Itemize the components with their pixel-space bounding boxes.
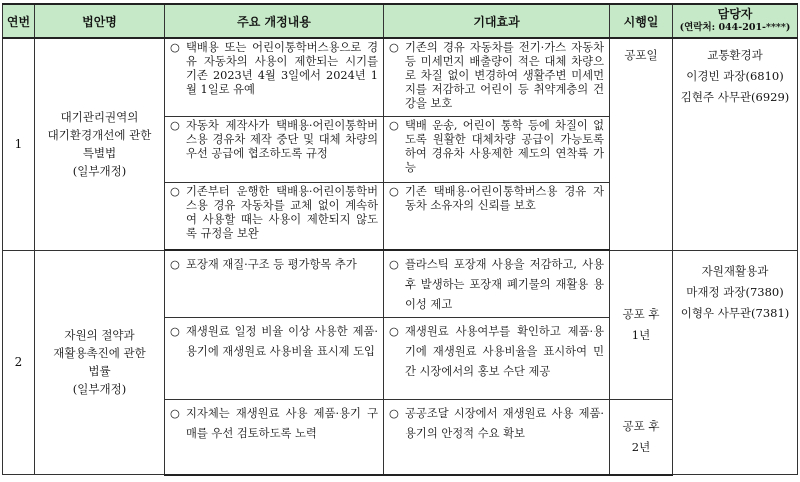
effect-text: 플라스틱 포장재 사용을 저감하고, 사용 후 발생하는 포장재 폐기물의 재활용 용이성 제고: [405, 258, 604, 311]
amendment-text: 지자체는 재생원료 사용 제품·용기 구매를 우선 검토하도록 노력: [186, 407, 378, 440]
contact-department: 자원재활용과: [701, 263, 769, 278]
contact-person: 김현주 사무관(6929): [680, 90, 790, 104]
effect-cell: [384, 182, 610, 250]
effect-cell: [384, 38, 610, 116]
header-row: [3, 4, 798, 38]
law-name-line: 대기관리권역의: [60, 110, 139, 125]
bullet-mark: ○: [389, 407, 399, 420]
amendment-table: [2, 3, 798, 476]
amendment-cell: [165, 38, 384, 116]
bullet-mark: ○: [170, 258, 180, 271]
header-contact-sub: (연락처: 044-201-****): [679, 22, 791, 33]
amendment-cell: [165, 318, 384, 400]
header-effect: 기대효과: [384, 4, 610, 38]
amendment-text: 자동차 제작사가 택배용·어린이통학버스용 경유차 제작 중단 및 대체 차량의 우선 공급에 협조하도록 규정: [186, 118, 378, 160]
header-contact: [673, 4, 798, 38]
amendment-text: 포장재 재질·구조 등 평가항목 추가: [186, 258, 357, 271]
amendment-cell: [165, 182, 384, 250]
law-name-line: 법률: [88, 364, 111, 379]
effective-date: [610, 400, 673, 475]
amendment-text: 택배용 또는 어린이통학버스용으로 경유 자동차의 사용이 제한되는 시기를 기존 2023년 4월 3일에서 2024년 1월 1일로 유예: [186, 41, 378, 96]
effect-text: 기존의 경유 자동차를 전기·가스 자동차 등 미세먼지 배출량이 적은 대체 차량으로 차질 없이 변경하여 생활주변 미세먼지를 저감하고 어린이 등 취약계층의 건강을 보호: [405, 41, 604, 110]
effect-cell: [384, 318, 610, 400]
effect-cell: [384, 116, 610, 182]
header-date: 시행일: [610, 4, 673, 38]
bullet-mark: ○: [170, 325, 180, 338]
header-contact-title: 담당자: [717, 7, 753, 21]
contact-cell: [673, 250, 798, 475]
amendment-text: 기존부터 운행한 택배용·어린이통학버스용 경유 자동차를 교체 없이 계속하여 사용할 때는 사용이 제한되지 않도록 규정을 보완: [186, 184, 378, 240]
effect-cell: [384, 400, 610, 475]
bullet-mark: ○: [170, 41, 180, 54]
law-name-line: (일부개정): [72, 382, 127, 397]
amendment-cell: [165, 250, 384, 318]
effect-text: 기존 택배용·어린이통학버스용 경유 자동차 소유자의 신뢰를 보호: [405, 184, 604, 212]
contact-person: 마재정 과장(7380): [686, 284, 784, 299]
effect-text: 공공조달 시장에서 재생원료 사용 제품·용기의 안정적 수요 확보: [405, 407, 604, 440]
header-no: 연번: [3, 4, 35, 38]
law-name: [35, 38, 165, 250]
effect-cell: [384, 250, 610, 318]
bullet-mark: ○: [389, 258, 399, 271]
header-amendment: 주요 개정내용: [165, 4, 384, 38]
contact-department: 교통환경과: [707, 48, 763, 62]
bullet-mark: ○: [389, 325, 399, 338]
bullet-mark: ○: [389, 118, 399, 132]
bullet-mark: ○: [170, 407, 180, 420]
effective-date: [610, 250, 673, 400]
bullet-mark: ○: [170, 118, 180, 132]
bullet-mark: ○: [389, 184, 399, 198]
table-row: [3, 250, 798, 318]
law-name-line: 자원의 절약과: [64, 328, 135, 343]
effect-text: 택배 운송, 어린이 통학 등에 차질이 없도록 원활한 대체차량 공급이 가능토록 하여 경유차 사용제한 제도의 연착륙 가능: [405, 118, 604, 174]
law-name-line: 대기환경개선에 관한: [47, 128, 152, 143]
law-name: [35, 250, 165, 475]
bullet-mark: ○: [389, 41, 399, 54]
law-name-line: 재활용촉진에 관한: [53, 346, 146, 361]
contact-person: 이형우 사무관(7381): [680, 305, 790, 320]
effect-text: 재생원료 사용여부를 확인하고 제품·용기에 재생원료 사용비율을 표시하여 민간 시장에서의 홍보 수단 제공: [405, 325, 604, 378]
effective-date-text: 공포 후 2년: [622, 418, 660, 454]
amendment-text: 재생원료 일정 비율 이상 사용한 제품·용기에 재생원료 사용비율 표시제 도입: [186, 325, 378, 358]
amendment-cell: [165, 116, 384, 182]
table-row: [3, 38, 798, 116]
row-number: 2: [3, 250, 35, 475]
amendment-cell: [165, 400, 384, 475]
law-name-line: (일부개정): [72, 164, 127, 179]
row-number: 1: [3, 38, 35, 250]
law-name-line: 특별법: [82, 146, 117, 161]
effective-date-text: 공포 후 1년: [622, 306, 660, 342]
contact-person: 이경빈 과장(6810): [686, 69, 784, 83]
effective-date: 공포일: [610, 38, 673, 250]
header-law: 법안명: [35, 4, 165, 38]
contact-cell: [673, 38, 798, 250]
law-amendment-document: [2, 3, 797, 480]
bullet-mark: ○: [170, 184, 180, 198]
